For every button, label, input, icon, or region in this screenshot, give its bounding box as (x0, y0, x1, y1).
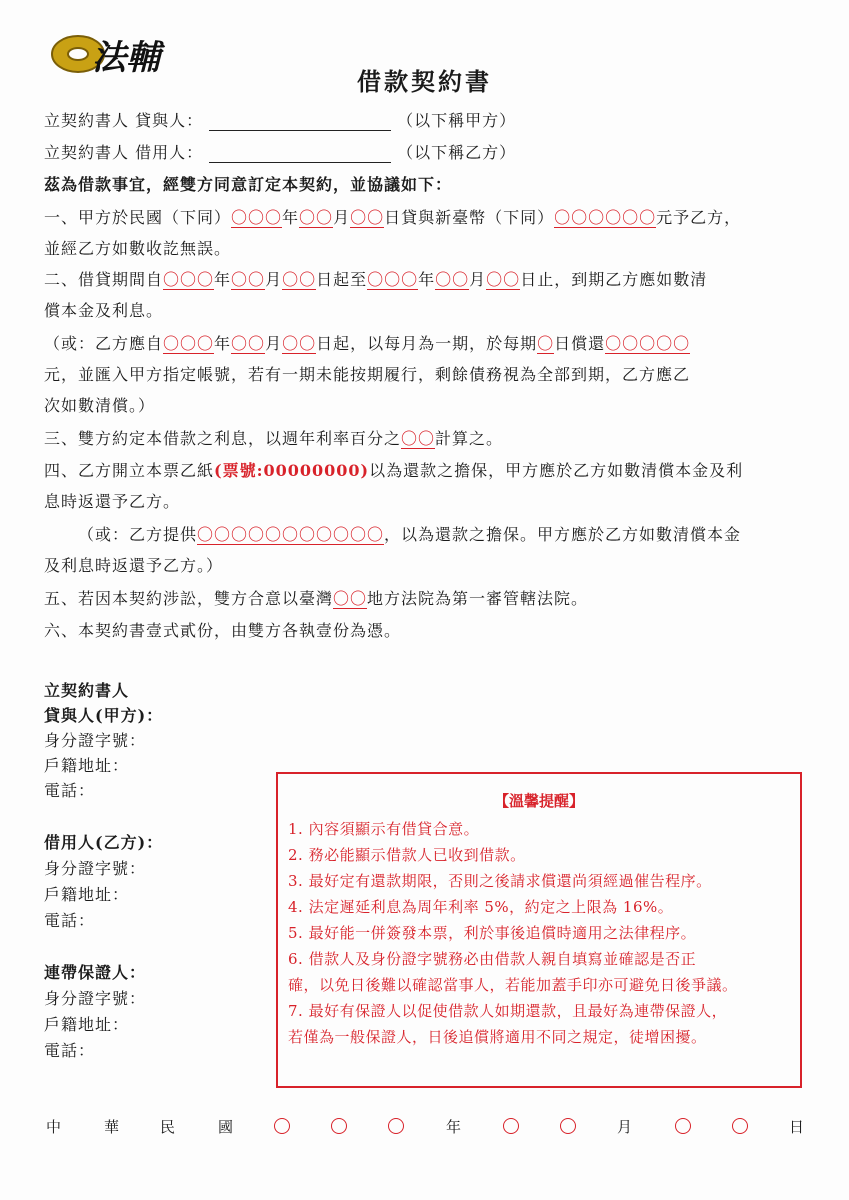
clause-text: （或：乙方提供 (78, 525, 198, 544)
fill-year: 〇〇〇 (231, 208, 283, 227)
fill-year: 〇〇〇 (163, 270, 215, 289)
borrower-address-label: 戶籍地址： (44, 885, 130, 904)
clause-text: 月 (333, 208, 351, 227)
clause-text: （或：乙方應自 (44, 334, 164, 353)
date-char: 國 (218, 1118, 234, 1136)
fill-year: 〇〇〇 (163, 334, 215, 353)
reminder-item: 3. 最好定有還款期限，否則之後請求償還尚須經過催告程序。 (288, 872, 712, 890)
clause-2-alt-line2: 元，並匯入甲方指定帳號，若有一期未能按期履行，剩餘債務視為全部到期，乙方應乙 (44, 365, 691, 384)
clause-text: 五、若因本契約涉訟，雙方合意以臺灣 (44, 589, 334, 608)
borrower-sign-label: 借用人(乙方)： (44, 833, 164, 852)
clause-2-alt-line3: 次如數清償。） (44, 396, 156, 415)
reminder-item: 1. 內容須顯示有借貸合意。 (288, 820, 480, 838)
clause-text: 年 (418, 270, 436, 289)
fill-month: 〇〇 (231, 334, 266, 353)
guarantor-address-label: 戶籍地址： (44, 1015, 130, 1034)
year-digit-circle (331, 1118, 347, 1138)
reminder-box (276, 772, 802, 1088)
clause-text: 年 (214, 334, 232, 353)
lender-suffix: （以下稱甲方） (397, 111, 517, 130)
clause-2-line2: 償本金及利息。 (44, 301, 164, 320)
date-char: 華 (104, 1118, 120, 1136)
clause-text: 年 (214, 270, 232, 289)
lender-line (44, 108, 516, 131)
clause-text: 月 (265, 270, 283, 289)
lender-id-label: 身分證字號： (44, 731, 147, 750)
year-digit-circle (274, 1118, 290, 1138)
clause-2-alt (44, 331, 690, 354)
clause-3 (44, 426, 503, 449)
reminder-item: 2. 務必能顯示借款人已收到借款。 (288, 846, 526, 864)
fill-day: 〇〇 (282, 270, 317, 289)
borrower-label: 立契約書人 借用人： (44, 143, 204, 162)
fill-amount: 〇〇〇〇〇 (605, 334, 691, 353)
date-char: 民 (160, 1118, 176, 1136)
month-digit-circle (560, 1118, 576, 1138)
borrower-id-label: 身分證字號： (44, 859, 147, 878)
fill-month: 〇〇 (435, 270, 470, 289)
clause-text: 計算之。 (435, 429, 504, 448)
clause-text: 月 (265, 334, 283, 353)
fill-court: 〇〇 (333, 589, 368, 608)
clause-4-alt (78, 522, 741, 545)
fill-day: 〇〇 (486, 270, 521, 289)
clause-6: 六、本契約書壹式貳份，由雙方各執壹份為憑。 (44, 621, 402, 640)
reminder-item: 7. 最好有保證人以促使借款人如期還款，且最好為連帶保證人， (288, 1002, 728, 1020)
clause-1-line2: 並經乙方如數收訖無誤。 (44, 239, 232, 258)
guarantor-id-label: 身分證字號： (44, 989, 147, 1008)
date-month-label: 月 (617, 1118, 633, 1136)
reminder-item: 4. 法定遲延利息為周年利率 5%，約定之上限為 16%。 (288, 898, 674, 916)
clause-text: 日止，到期乙方應如數清 (520, 270, 708, 289)
date-year-label: 年 (446, 1118, 462, 1136)
signatures-heading: 立契約書人 (44, 681, 130, 700)
fill-year: 〇〇〇 (367, 270, 419, 289)
intro-text: 茲為借款事宜，經雙方同意訂定本契約，並協議如下： (44, 175, 453, 194)
borrower-line (44, 140, 516, 163)
lender-address-label: 戶籍地址： (44, 756, 130, 775)
clause-4-alt-line2: 及利息時返還予乙方。） (44, 556, 224, 575)
borrower-suffix: （以下稱乙方） (397, 143, 517, 162)
document-title: 借款契約書 (357, 67, 492, 96)
fill-rate: 〇〇 (401, 429, 436, 448)
reminder-item: 若僅為一般保證人，日後追償將適用不同之規定，徒增困擾。 (288, 1028, 707, 1046)
lender-label: 立契約書人 貸與人： (44, 111, 204, 130)
month-digit-circle (503, 1118, 519, 1138)
borrower-phone-label: 電話： (44, 911, 96, 930)
clause-text: 年 (282, 208, 300, 227)
reminder-item: 6. 借款人及身份證字號務必由借款人親自填寫並確認是否正 (288, 950, 697, 968)
clause-text: 地方法院為第一審管轄法院。 (367, 589, 589, 608)
day-digit-circle (675, 1118, 691, 1138)
clause-text: 月 (469, 270, 487, 289)
note-number: (票號:00000000) (214, 461, 370, 480)
reminder-item: 確，以免日後難以確認當事人，若能加蓋手印亦可避免日後爭議。 (288, 976, 738, 994)
clause-text: 日起，以每月為一期，於每期 (316, 334, 538, 353)
year-digit-circle (388, 1118, 404, 1138)
clause-4-line2: 息時返還予乙方。 (44, 492, 181, 511)
guarantor-sign-label: 連帶保證人： (44, 963, 147, 982)
clause-text: ，以為還款之擔保。甲方應於乙方如數清償本金 (384, 525, 742, 544)
date-char: 中 (46, 1118, 62, 1136)
guarantor-phone-label: 電話： (44, 1041, 96, 1060)
reminder-item: 5. 最好能一併簽發本票，利於事後追償時適用之法律程序。 (288, 924, 697, 942)
clause-1 (44, 205, 741, 228)
fill-day: 〇 (537, 334, 555, 353)
day-digit-circle (732, 1118, 748, 1138)
lender-name-field[interactable] (209, 114, 391, 131)
clause-text: 日起至 (316, 270, 368, 289)
clause-text: 日貸與新臺幣（下同） (384, 208, 555, 227)
clause-text: 以為還款之擔保，甲方應於乙方如數清償本金及利 (369, 461, 744, 480)
date-day-label: 日 (789, 1118, 805, 1136)
fill-amount: 〇〇〇〇〇〇 (554, 208, 657, 227)
clause-2 (44, 267, 707, 290)
fill-day: 〇〇 (282, 334, 317, 353)
clause-text: 三、雙方約定本借款之利息，以週年利率百分之 (44, 429, 402, 448)
clause-5 (44, 586, 588, 609)
fill-month: 〇〇 (299, 208, 334, 227)
clause-text: 元予乙方， (656, 208, 742, 227)
clause-text: 二、借貸期間自 (44, 270, 164, 289)
fill-month: 〇〇 (231, 270, 266, 289)
fill-day: 〇〇 (350, 208, 385, 227)
clause-text: 四、乙方開立本票乙紙 (44, 461, 215, 480)
clause-text: 一、甲方於民國（下同） (44, 208, 232, 227)
clause-text: 日償還 (554, 334, 606, 353)
reminder-title: 【溫馨提醒】 (493, 792, 584, 810)
logo-text: 法輔 (92, 38, 160, 78)
lender-sign-label: 貸與人(甲方)： (44, 706, 164, 725)
lender-phone-label: 電話： (44, 781, 96, 800)
clause-4 (44, 458, 743, 481)
fill-collateral: 〇〇〇〇〇〇〇〇〇〇〇 (197, 525, 385, 544)
borrower-name-field[interactable] (209, 146, 391, 163)
